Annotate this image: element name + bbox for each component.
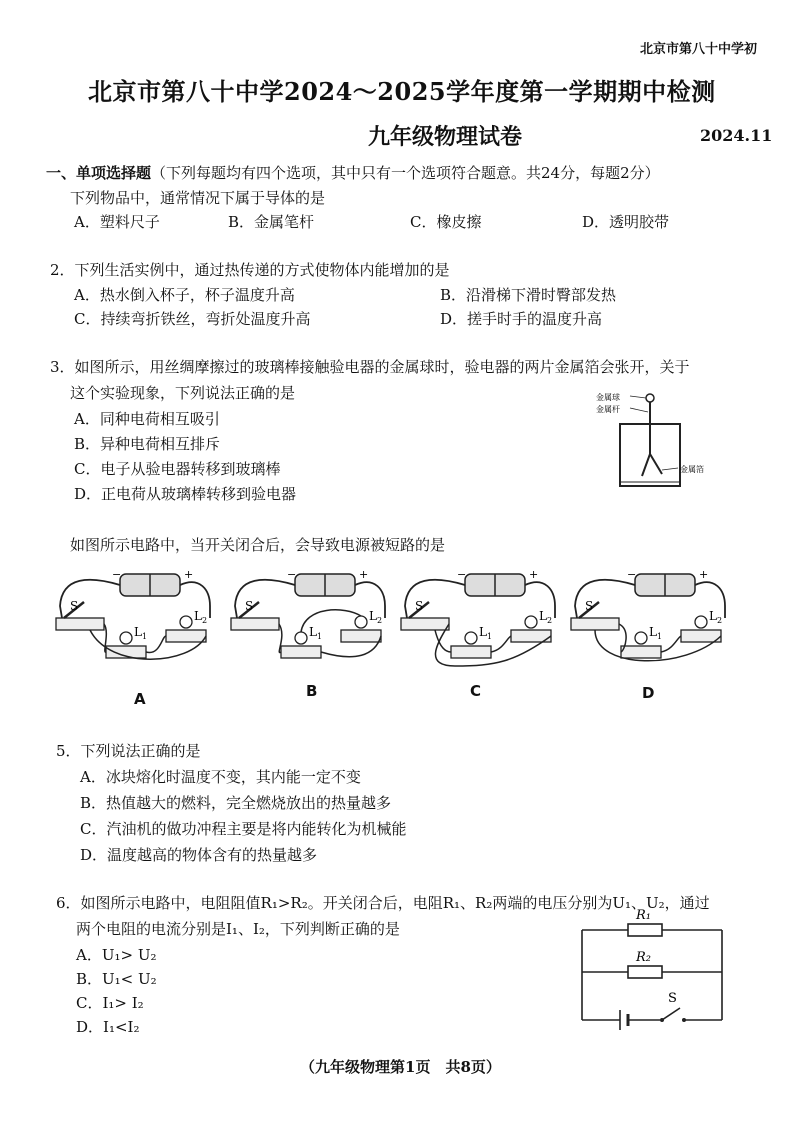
section-label: 一、单项选择题 [46,164,152,182]
metal-ball [646,394,654,402]
circuit-a [50,566,220,676]
circuit-caption-c: C [470,682,482,700]
q5-option-b: B．热值越大的燃料，完全燃烧放出的热量越多 [80,794,392,812]
q4-stem: 如图所示电路中，当开关闭合后，会导致电源被短路的是 [70,536,446,554]
wire-b1 [235,580,295,618]
minus-b: − [287,568,297,581]
q2-option-a: A．热水倒入杯子，杯子温度升高 [74,286,295,304]
switch-label-d: S [585,599,594,613]
q6-option-c: C．I₁> I₂ [76,994,144,1012]
minus-c: − [457,568,467,581]
l1-base-c [451,646,491,658]
l1-label-d: $L_1$ [649,625,663,641]
wire-c4 [491,636,511,652]
l1-bulb-a [120,632,132,644]
l1-label-a: $L_1$ [134,625,148,641]
q2-option-c: C．持续弯折铁丝，弯折处温度升高 [74,310,311,328]
switch-base-a [56,618,104,630]
r2-label: R₂ [636,950,651,965]
q5-option-d: D．温度越高的物体含有的热量越多 [80,846,318,864]
l2-bulb-c [525,616,537,628]
exam-date: 2024.11 [700,126,773,145]
switch-base-b [231,618,279,630]
wire-d4 [661,636,681,652]
switch-s [662,1008,680,1020]
q1-option-a: A．塑料尺子 [74,213,160,231]
page-footer: （九年级物理第1页 共8页） [300,1058,501,1076]
switch-label-b: S [245,599,254,613]
circuit-d [565,566,735,676]
plus-a: + [184,568,194,581]
header-tag: 北京市第八十中学初 [640,42,758,57]
page-subtitle: 九年级物理试卷 [368,124,523,150]
l1-base-b [281,646,321,658]
q1-stem: 下列物品中，通常情况下属于导体的是 [70,189,326,207]
q5-stem: 5．下列说法正确的是 [56,742,201,760]
minus-d: − [627,568,637,581]
l2-label-d: $L_2$ [709,609,723,625]
q3-option-a: A．同种电荷相互吸引 [74,410,220,428]
q3-option-d: D．正电荷从玻璃棒转移到验电器 [74,485,297,503]
q3-option-c: C．电子从验电器转移到玻璃棒 [74,460,281,478]
label-metal-rod: 金属杆 [596,405,620,414]
switch-label-a: S [70,599,79,613]
section-heading [46,162,660,183]
l1-label-b: $L_1$ [309,625,323,641]
plus-b: + [359,568,369,581]
wire-c1 [405,580,465,618]
l2-base-a [166,630,206,642]
electroscope-figure [590,392,710,492]
switch-base-c [401,618,449,630]
switch-label: S [668,991,677,1006]
q2-stem: 2．下列生活实例中，通过热传递的方式使物体内能增加的是 [50,261,450,279]
l2-base-b [341,630,381,642]
l1-bulb-b [295,632,307,644]
resistor-r2 [628,966,662,978]
circuit-caption-d: D [642,684,655,702]
circuit-caption-a: A [134,690,146,708]
wire-a1 [60,580,120,618]
l2-bulb-a [180,616,192,628]
l1-bulb-c [465,632,477,644]
label-metal-foil: 金属箔 [680,465,704,474]
label-metal-ball: 金属球 [596,393,620,402]
q6-option-a: A．U₁> U₂ [76,946,157,964]
plus-d: + [699,568,709,581]
section-note: （下列每题均有四个选项，其中只有一个选项符合题意。共24分，每题2分） [151,164,660,182]
l1-label-c: $L_1$ [479,625,493,641]
q1-option-b: B．金属笔杆 [228,213,315,231]
circuit-b [225,566,395,676]
q3-stem-line1: 3．如图所示，用丝绸摩擦过的玻璃棒接触验电器的金属球时，验电器的两片金属箔会张开，关于 [50,358,690,376]
wire-a4 [146,636,166,653]
plus-c: + [529,568,539,581]
wire-d1 [575,580,635,618]
l2-label-a: $L_2$ [194,609,208,625]
q6-option-d: D．I₁<I₂ [76,1018,140,1036]
leader-foil [662,468,678,470]
page-title: 北京市第八十中学2024～2025学年度第一学期期中检测 [88,77,716,106]
leader-rod [630,408,648,412]
resistor-r1 [628,924,662,936]
switch-label-c: S [415,599,424,613]
q2-option-b: B．沿滑梯下滑时臀部发热 [440,286,617,304]
q2-option-d: D．搓手时手的温度升高 [440,310,603,328]
q5-option-c: C．汽油机的做功冲程主要是将内能转化为机械能 [80,820,407,838]
minus-a: − [112,568,122,581]
resistor-circuit-figure [572,906,732,1030]
q5-option-a: A．冰块熔化时温度不变，其内能一定不变 [80,768,361,786]
q3-stem-line2: 这个实验现象，下列说法正确的是 [70,384,296,402]
switch-base-d [571,618,619,630]
q1-option-d: D．透明胶带 [582,213,670,231]
leader-ball [630,396,646,398]
l2-bulb-d [695,616,707,628]
q6-stem-line1: 6．如图所示电路中，电阻阻值R₁>R₂。开关闭合后，电阻R₁、R₂两端的电压分别为U₁、U₂，通过 [56,894,710,912]
l2-label-b: $L_2$ [369,609,383,625]
circuit-c [395,566,565,676]
l1-bulb-d [635,632,647,644]
metal-foil-left [642,454,650,476]
metal-foil-right [650,454,662,474]
q3-option-b: B．异种电荷相互排斥 [74,435,221,453]
q6-stem-line2: 两个电阻的电流分别是I₁、I₂，下列判断正确的是 [76,920,400,938]
q1-option-c: C．橡皮擦 [410,213,482,231]
r1-label: R₁ [636,908,651,923]
l1-base-d [621,646,661,658]
l2-label-c: $L_2$ [539,609,553,625]
l2-bulb-b [355,616,367,628]
circuit-caption-b: B [306,682,318,700]
q6-option-b: B．U₁< U₂ [76,970,157,988]
